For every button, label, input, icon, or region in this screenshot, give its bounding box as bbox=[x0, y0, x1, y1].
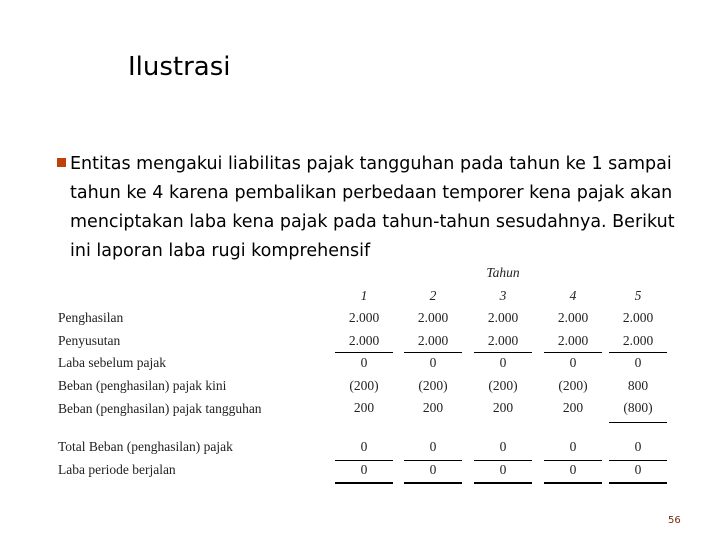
table-cell: 2.000 bbox=[557, 333, 589, 348]
page-number: 56 bbox=[668, 515, 681, 526]
underline-rule bbox=[544, 352, 602, 353]
underline-rule bbox=[544, 482, 602, 484]
table-cell: (200) bbox=[558, 378, 588, 393]
row-label: Laba periode berjalan bbox=[58, 462, 176, 477]
table-cell: 0 bbox=[429, 462, 437, 477]
row-label: Penghasilan bbox=[58, 310, 124, 325]
table-cell: 200 bbox=[422, 400, 444, 415]
underline-rule bbox=[609, 460, 667, 461]
table-cell: 200 bbox=[562, 400, 584, 415]
year-header: 1 bbox=[360, 288, 368, 303]
underline-rule bbox=[474, 352, 532, 353]
table-cell: 0 bbox=[634, 439, 642, 454]
underline-rule bbox=[404, 482, 462, 484]
table-cell: 0 bbox=[360, 462, 368, 477]
underline-rule bbox=[609, 482, 667, 484]
table-group-header: Tahun bbox=[486, 265, 520, 280]
table-cell: 2.000 bbox=[348, 310, 380, 325]
table-cell: 2.000 bbox=[557, 310, 589, 325]
underline-rule bbox=[544, 460, 602, 461]
row-label: Laba sebelum pajak bbox=[58, 355, 166, 370]
table-cell: 0 bbox=[499, 355, 507, 370]
underline-rule bbox=[474, 482, 532, 484]
row-label: Total Beban (penghasilan) pajak bbox=[58, 439, 233, 454]
table-cell: 0 bbox=[360, 439, 368, 454]
bullet-text: Entitas mengakui liabilitas pajak tangguhan pada tahun ke 1 sampai tahun ke 4 karena pembalikan perbedaan temporer kena pajak akan menciptakan laba kena pajak pada tahun-tahun sesudahnya. Berikut ini laporan laba rugi komprehensif bbox=[70, 154, 675, 261]
year-header: 3 bbox=[499, 288, 507, 303]
table-cell: 0 bbox=[569, 355, 577, 370]
year-header: 2 bbox=[429, 288, 437, 303]
underline-rule bbox=[404, 460, 462, 461]
table-cell: 2.000 bbox=[622, 310, 654, 325]
table-cell: (200) bbox=[418, 378, 448, 393]
table-cell: 2.000 bbox=[348, 333, 380, 348]
row-label: Beban (penghasilan) pajak tangguhan bbox=[58, 401, 262, 416]
underline-rule bbox=[609, 422, 667, 423]
table-cell: 0 bbox=[499, 462, 507, 477]
underline-rule bbox=[335, 352, 393, 353]
slide-title: Ilustrasi bbox=[128, 52, 231, 82]
table-cell: 2.000 bbox=[487, 310, 519, 325]
table-cell: (200) bbox=[488, 378, 518, 393]
underline-rule bbox=[335, 482, 393, 484]
table-cell: 800 bbox=[627, 378, 649, 393]
underline-rule bbox=[404, 352, 462, 353]
table-cell: 0 bbox=[634, 462, 642, 477]
year-header: 4 bbox=[569, 288, 577, 303]
table-cell: 200 bbox=[353, 400, 375, 415]
table-cell: 0 bbox=[429, 355, 437, 370]
year-header: 5 bbox=[634, 288, 642, 303]
table-cell: 0 bbox=[499, 439, 507, 454]
table-cell: 0 bbox=[569, 462, 577, 477]
table-cell: (200) bbox=[349, 378, 379, 393]
table-cell: 0 bbox=[569, 439, 577, 454]
table-cell: 2.000 bbox=[622, 333, 654, 348]
underline-rule bbox=[335, 460, 393, 461]
table-cell: 2.000 bbox=[417, 333, 449, 348]
table-cell: 2.000 bbox=[487, 333, 519, 348]
table-cell: 0 bbox=[429, 439, 437, 454]
underline-rule bbox=[609, 352, 667, 353]
bullet-square-icon bbox=[57, 158, 66, 167]
table-cell: 0 bbox=[634, 355, 642, 370]
table-cell: 2.000 bbox=[417, 310, 449, 325]
row-label: Beban (penghasilan) pajak kini bbox=[58, 378, 227, 393]
table-cell: 0 bbox=[360, 355, 368, 370]
underline-rule bbox=[474, 460, 532, 461]
table-cell: (800) bbox=[623, 400, 653, 415]
table-cell: 200 bbox=[492, 400, 514, 415]
row-label: Penyusutan bbox=[58, 333, 121, 348]
